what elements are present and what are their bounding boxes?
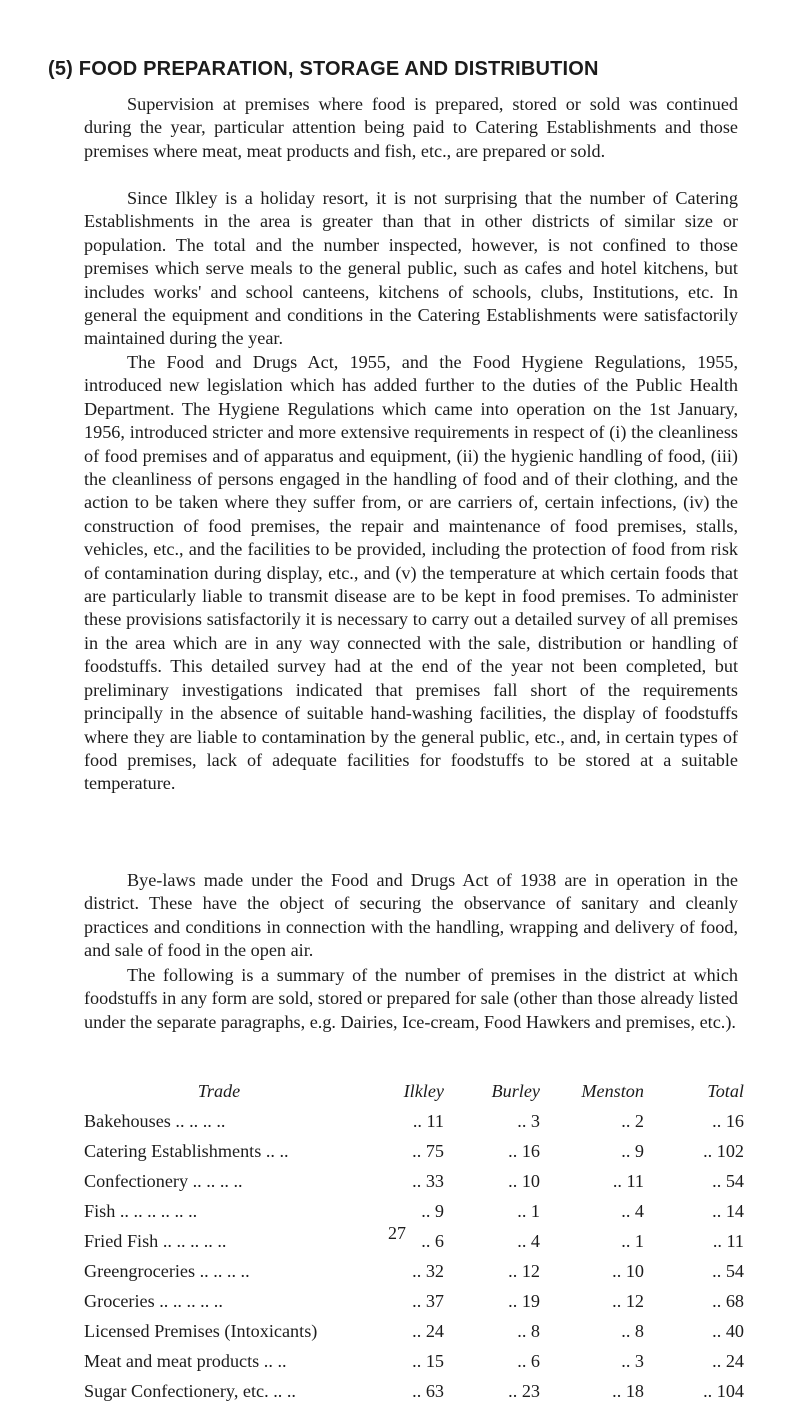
cell-total: .. 54 — [712, 1170, 744, 1191]
cell-total: .. 102 — [703, 1140, 744, 1161]
cell-total: .. 16 — [712, 1110, 744, 1131]
cell-menston: .. 4 — [621, 1200, 644, 1221]
premises-summary-table — [84, 1076, 744, 1406]
cell-menston: .. 12 — [612, 1290, 644, 1311]
cell-ilkley: .. 32 — [412, 1260, 444, 1281]
cell-burley: .. 10 — [508, 1170, 540, 1191]
cell-trade: Sugar Confectionery, etc. .. .. — [84, 1380, 296, 1401]
cell-burley: .. 12 — [508, 1260, 540, 1281]
cell-trade: Confectionery .. .. .. .. — [84, 1170, 243, 1191]
cell-menston: .. 1 — [621, 1230, 644, 1251]
paragraph-summary-intro: The following is a summary of the number of premises in the district at which foodstuffs in any form are sold, stored or prepared for sale (other than those already listed under the separate paragraphs, e.g. Dairies, Ice-cream, Food Hawkers and premises, etc.). — [84, 965, 738, 1032]
cell-menston: .. 3 — [621, 1350, 644, 1371]
cell-total: .. 14 — [712, 1200, 744, 1221]
cell-ilkley: .. 37 — [412, 1290, 444, 1311]
header-trade: Trade — [197, 1080, 241, 1101]
cell-burley: .. 8 — [517, 1320, 540, 1341]
cell-total: .. 54 — [712, 1260, 744, 1281]
header-menston: Menston — [581, 1080, 644, 1101]
cell-menston: .. 11 — [612, 1170, 644, 1191]
cell-trade: Licensed Premises (Intoxicants) — [84, 1320, 318, 1341]
table-row — [84, 1286, 744, 1316]
paragraph-supervision: Supervision at premises where food is prepared, stored or sold was continued during the year, particular attention being paid to Catering Establishments and those premises where meat, meat products and fish, etc., are prepared or sold. — [84, 94, 738, 161]
page-number: 27 — [388, 1223, 406, 1243]
cell-menston: .. 9 — [621, 1140, 644, 1161]
table-row — [84, 1256, 744, 1286]
table-row — [84, 1106, 744, 1136]
cell-burley: .. 19 — [508, 1290, 540, 1311]
cell-burley: .. 16 — [508, 1140, 540, 1161]
paragraph-legislation: The Food and Drugs Act, 1955, and the Food Hygiene Regulations, 1955, introduced new legislation which has added further to the duties of the Public Health Department. The Hygiene Regulations which came into operation on the 1st January, 1956, introduced stricter and more extensive requirements in respect of (i) the cleanliness of food premises and of apparatus and equipment, (ii) the hygienic handling of food, (iii) the cleanliness of persons engaged in the handling of food and of their clothing, and the action to be taken where they suffer from, or are carriers of, certain infections, (iv) the construction of food premises, the repair and maintenance of food premises, stalls, vehicles, etc., and the facilities to be provided, including the protection of food from risk of contamination during display, etc., and (v) the temperature at which certain foods that are particularly liable to transmit disease are to be kept in food premises. To administer these provisions satisfactorily it is necessary to carry out a detailed survey of all premises in the area which are in any way connected with the sale, distribution or handling of foodstuffs. This detailed survey had at the end of the year not been completed, but preliminary investigations indicated that premises fall short of the requirements principally in the absence of suitable hand-washing facilities, the display of foodstuffs where they are liable to contamination by the general public, etc., and, in certain types of food premises, lack of adequate facilities for foodstuffs to be stored at a suitable temperature. — [84, 352, 738, 794]
cell-burley: .. 6 — [517, 1350, 540, 1371]
paragraph-catering: Since Ilkley is a holiday resort, it is not surprising that the number of Catering Establishments in the area is greater than that in other districts of similar size or population. The total and the number inspected, however, is not confined to those premises which serve meals to the general public, such as cafes and hotel kitchens, but includes works' and school canteens, kitchens of schools, clubs, Institutions, etc. In general the equipment and conditions in the Catering Establishments were satisfactorily maintained during the year. — [84, 188, 738, 349]
cell-trade: Fried Fish .. .. .. .. .. — [84, 1230, 227, 1251]
cell-total: .. 24 — [712, 1350, 744, 1371]
table-body — [84, 1106, 744, 1406]
section-heading: (5) FOOD PREPARATION, STORAGE AND DISTRIBUTION — [48, 58, 599, 80]
table-row — [84, 1376, 744, 1406]
cell-trade: Meat and meat products .. .. — [84, 1350, 287, 1371]
table-row — [84, 1196, 744, 1226]
cell-trade: Bakehouses .. .. .. .. — [84, 1110, 226, 1131]
cell-trade: Catering Establishments .. .. — [84, 1140, 289, 1161]
table-row — [84, 1346, 744, 1376]
cell-ilkley: .. 24 — [412, 1320, 444, 1341]
header-burley: Burley — [491, 1080, 540, 1101]
cell-total: .. 40 — [712, 1320, 744, 1341]
table-header-row — [84, 1076, 744, 1106]
cell-trade: Greengroceries .. .. .. .. — [84, 1260, 250, 1281]
cell-ilkley: .. 63 — [412, 1380, 444, 1401]
table-row — [84, 1136, 744, 1166]
table-row — [84, 1316, 744, 1346]
paragraph-bye-laws: Bye-laws made under the Food and Drugs Act of 1938 are in operation in the district. These have the object of securing the observance of sanitary and cleanly practices and conditions in connection with the handling, wrapping and delivery of food, and sale of food in the open air. — [84, 870, 738, 961]
cell-ilkley: .. 9 — [421, 1200, 444, 1221]
cell-burley: .. 1 — [517, 1200, 540, 1221]
cell-burley: .. 23 — [508, 1380, 540, 1401]
cell-menston: .. 10 — [612, 1260, 644, 1281]
cell-total: .. 104 — [703, 1380, 744, 1401]
cell-ilkley: .. 75 — [412, 1140, 444, 1161]
cell-ilkley: .. 11 — [412, 1110, 444, 1131]
table-row — [84, 1226, 744, 1256]
cell-burley: .. 3 — [517, 1110, 540, 1131]
cell-total: .. 68 — [712, 1290, 744, 1311]
cell-ilkley: .. 15 — [412, 1350, 444, 1371]
cell-trade: Groceries .. .. .. .. .. — [84, 1290, 223, 1311]
cell-ilkley: .. 33 — [412, 1170, 444, 1191]
cell-menston: .. 18 — [612, 1380, 644, 1401]
cell-menston: .. 2 — [621, 1110, 644, 1131]
cell-total: .. 11 — [712, 1230, 744, 1251]
header-total: Total — [707, 1080, 744, 1101]
cell-menston: .. 8 — [621, 1320, 644, 1341]
cell-burley: .. 4 — [517, 1230, 540, 1251]
header-ilkley: Ilkley — [403, 1080, 444, 1101]
cell-trade: Fish .. .. .. .. .. .. — [84, 1200, 198, 1221]
table-row — [84, 1166, 744, 1196]
cell-ilkley: .. 6 — [421, 1230, 444, 1251]
